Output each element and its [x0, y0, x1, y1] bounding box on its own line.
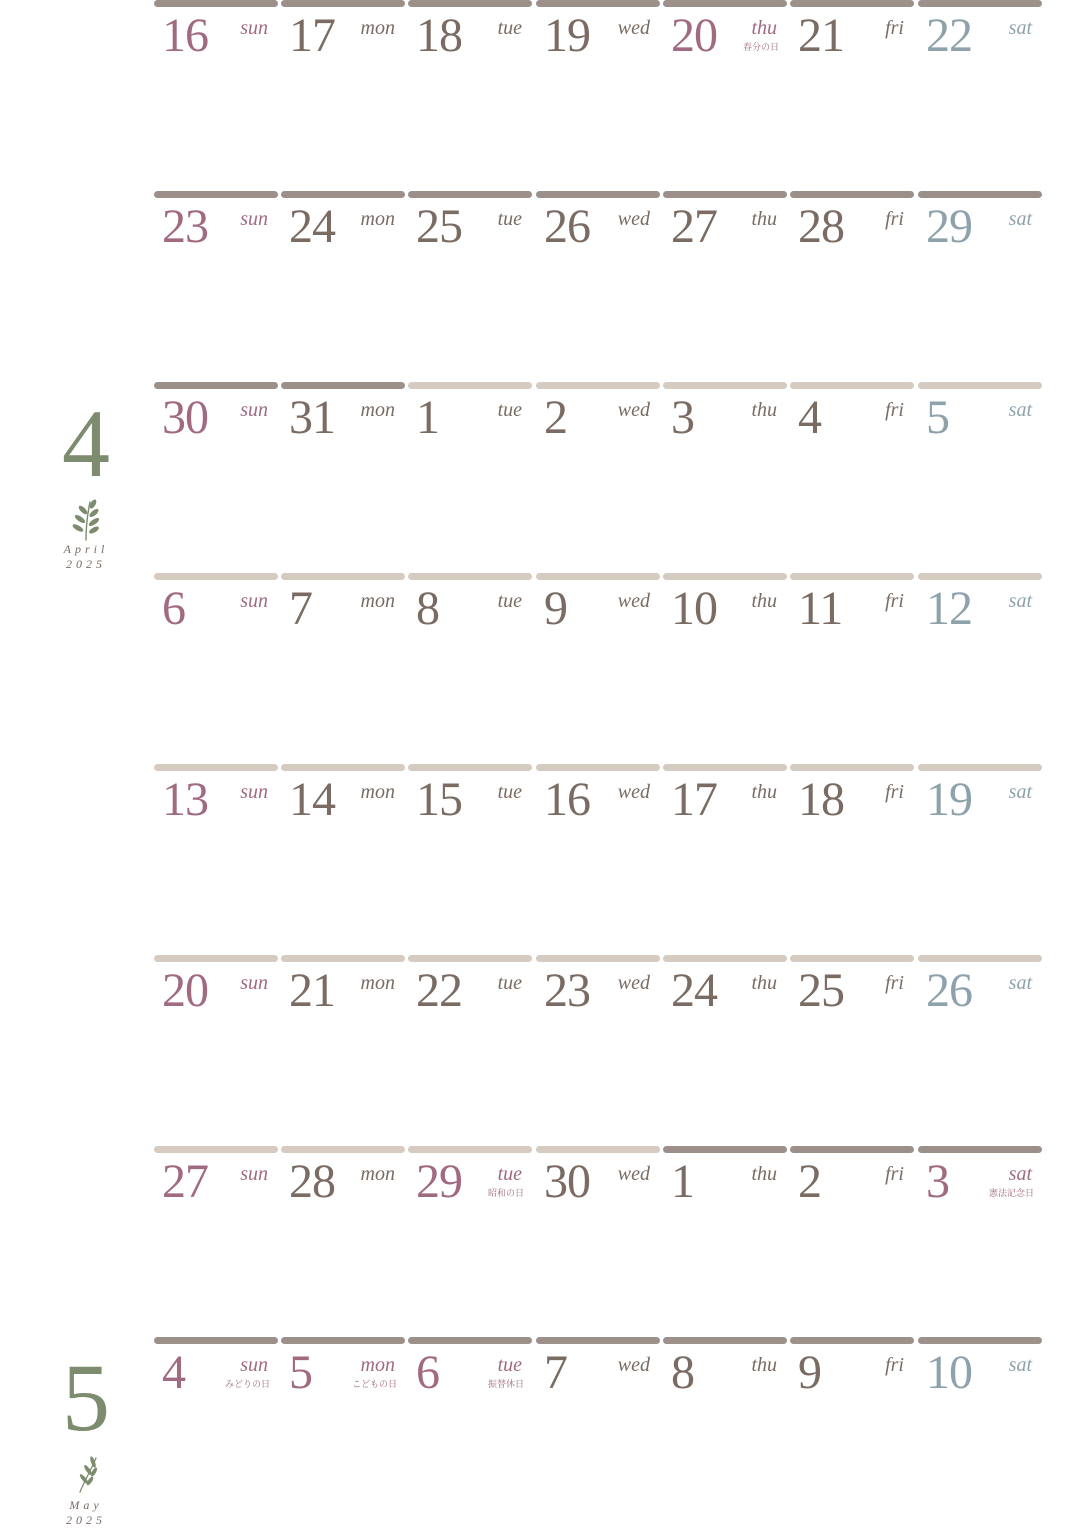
day-number: 6: [416, 1346, 439, 1399]
day-cell-wed: [536, 382, 660, 482]
day-cell-tue: [408, 764, 532, 864]
day-bar: [154, 382, 278, 389]
weekday-label: thu: [751, 399, 777, 421]
day-cell-tue: [408, 955, 532, 1055]
month-year: 2025: [66, 557, 106, 571]
day-number: 27: [671, 200, 717, 253]
weekday-label: wed: [617, 1163, 650, 1185]
day-bar: [154, 955, 278, 962]
weekday-label: sun: [240, 208, 268, 230]
day-cell-mon: [281, 573, 405, 673]
day-number: 7: [289, 582, 312, 635]
weekday-label: tue: [497, 781, 522, 803]
day-number: 3: [671, 391, 694, 444]
day-cell-wed: [536, 191, 660, 291]
day-number: 20: [671, 9, 717, 62]
day-bar: [536, 0, 660, 7]
day-bar: [536, 573, 660, 580]
weekday-label: fri: [885, 17, 904, 39]
holiday-name: 憲法記念日: [988, 1189, 1034, 1199]
week-row: [154, 764, 1044, 864]
holiday-name: みどりの日: [224, 1380, 270, 1390]
weekday-label: mon: [360, 972, 395, 994]
day-number: 25: [798, 964, 844, 1017]
day-number: 4: [798, 391, 821, 444]
day-bar: [408, 0, 532, 7]
day-number: 19: [544, 9, 590, 62]
day-cell-sat: [918, 1337, 1042, 1437]
day-bar: [918, 0, 1042, 7]
weekday-label: sun: [240, 972, 268, 994]
week-row: [154, 955, 1044, 1055]
weekday-label: fri: [885, 972, 904, 994]
day-number: 10: [671, 582, 717, 635]
weekday-label: mon: [360, 208, 395, 230]
day-cell-sun: [154, 0, 278, 100]
day-bar: [408, 1146, 532, 1153]
day-number: 9: [544, 582, 567, 635]
day-bar: [281, 1146, 405, 1153]
day-cell-sat: [918, 0, 1042, 100]
holiday-name: 昭和の日: [487, 1189, 524, 1199]
weekday-label: sat: [1008, 1163, 1032, 1185]
day-cell-sun: [154, 382, 278, 482]
day-bar: [918, 955, 1042, 962]
day-cell-sat: [918, 955, 1042, 1055]
day-cell-mon: [281, 1146, 405, 1246]
weekday-label: fri: [885, 399, 904, 421]
weekday-label: wed: [617, 972, 650, 994]
day-bar: [790, 0, 914, 7]
day-cell-fri: [790, 382, 914, 482]
month-number: 5: [62, 1344, 110, 1451]
day-number: 22: [926, 9, 972, 62]
weekday-label: mon: [360, 399, 395, 421]
day-bar: [790, 382, 914, 389]
day-cell-sat: [918, 764, 1042, 864]
day-bar: [408, 573, 532, 580]
day-cell-thu: [663, 0, 787, 100]
holiday-name: 振替休日: [487, 1380, 524, 1390]
day-cell-thu: [663, 382, 787, 482]
day-number: 29: [416, 1155, 462, 1208]
day-number: 16: [544, 773, 590, 826]
day-bar: [408, 1337, 532, 1344]
week-row: [154, 0, 1044, 100]
day-number: 12: [926, 582, 972, 635]
day-number: 30: [544, 1155, 590, 1208]
weekday-label: wed: [617, 590, 650, 612]
day-bar: [663, 1146, 787, 1153]
weekday-label: thu: [751, 972, 777, 994]
month-year: 2025: [66, 1513, 106, 1527]
day-cell-tue: [408, 0, 532, 100]
day-number: 20: [162, 964, 208, 1017]
day-bar: [918, 1146, 1042, 1153]
holiday-name: こどもの日: [351, 1380, 397, 1390]
day-number: 2: [544, 391, 567, 444]
weekday-label: tue: [497, 208, 522, 230]
day-bar: [663, 0, 787, 7]
day-number: 6: [162, 582, 185, 635]
day-number: 3: [926, 1155, 949, 1208]
day-number: 11: [798, 582, 843, 635]
weekday-label: wed: [617, 781, 650, 803]
day-bar: [408, 764, 532, 771]
day-cell-tue: [408, 1146, 532, 1246]
day-number: 2: [798, 1155, 821, 1208]
day-number: 17: [671, 773, 717, 826]
day-number: 18: [416, 9, 462, 62]
weekday-label: fri: [885, 1354, 904, 1376]
day-bar: [663, 573, 787, 580]
day-number: 8: [671, 1346, 694, 1399]
day-cell-sat: [918, 191, 1042, 291]
day-bar: [918, 573, 1042, 580]
weekday-label: thu: [751, 17, 777, 39]
weekday-label: wed: [617, 208, 650, 230]
day-bar: [536, 191, 660, 198]
weekday-label: tue: [497, 972, 522, 994]
weekday-label: fri: [885, 781, 904, 803]
day-cell-thu: [663, 764, 787, 864]
day-number: 15: [416, 773, 462, 826]
weekday-label: mon: [360, 1163, 395, 1185]
day-cell-sun: [154, 955, 278, 1055]
weekday-label: sun: [240, 1354, 268, 1376]
month-name: April: [63, 542, 109, 556]
weekday-label: wed: [617, 399, 650, 421]
day-number: 10: [926, 1346, 972, 1399]
day-bar: [154, 1146, 278, 1153]
day-cell-mon: [281, 955, 405, 1055]
day-cell-fri: [790, 1146, 914, 1246]
day-bar: [154, 764, 278, 771]
day-number: 30: [162, 391, 208, 444]
day-number: 28: [289, 1155, 335, 1208]
week-row: [154, 573, 1044, 673]
day-bar: [154, 0, 278, 7]
week-row: [154, 191, 1044, 291]
day-bar: [281, 955, 405, 962]
day-number: 7: [544, 1346, 567, 1399]
day-cell-tue: [408, 191, 532, 291]
day-bar: [663, 764, 787, 771]
weekday-label: sun: [240, 17, 268, 39]
day-bar: [408, 191, 532, 198]
day-cell-fri: [790, 1337, 914, 1437]
weekday-label: tue: [497, 1163, 522, 1185]
day-bar: [790, 764, 914, 771]
weekday-label: sat: [1008, 17, 1032, 39]
day-number: 17: [289, 9, 335, 62]
weekday-label: sun: [240, 590, 268, 612]
day-number: 21: [798, 9, 844, 62]
weekday-label: thu: [751, 1163, 777, 1185]
day-bar: [281, 191, 405, 198]
day-bar: [281, 0, 405, 7]
day-number: 1: [416, 391, 439, 444]
weekday-label: mon: [360, 1354, 395, 1376]
day-bar: [154, 191, 278, 198]
day-bar: [281, 573, 405, 580]
day-number: 24: [289, 200, 335, 253]
weekday-label: mon: [360, 590, 395, 612]
weekday-label: sat: [1008, 972, 1032, 994]
day-bar: [536, 382, 660, 389]
week-row: [154, 382, 1044, 482]
weekday-label: tue: [497, 1354, 522, 1376]
day-bar: [408, 382, 532, 389]
day-bar: [281, 382, 405, 389]
weekday-label: sat: [1008, 208, 1032, 230]
day-cell-wed: [536, 0, 660, 100]
day-cell-tue: [408, 382, 532, 482]
day-cell-mon: [281, 382, 405, 482]
month-name: May: [69, 1498, 103, 1512]
day-number: 14: [289, 773, 335, 826]
day-cell-wed: [536, 1146, 660, 1246]
day-cell-wed: [536, 764, 660, 864]
day-cell-sun: [154, 1337, 278, 1437]
day-number: 28: [798, 200, 844, 253]
month-label-may: [46, 1344, 126, 1528]
weekday-label: mon: [360, 17, 395, 39]
weekday-label: fri: [885, 1163, 904, 1185]
weekday-label: sun: [240, 1163, 268, 1185]
day-cell-wed: [536, 573, 660, 673]
weekday-label: wed: [617, 17, 650, 39]
day-number: 27: [162, 1155, 208, 1208]
day-cell-sun: [154, 1146, 278, 1246]
weekday-label: thu: [751, 590, 777, 612]
week-row: [154, 1146, 1044, 1246]
holiday-name: 春分の日: [742, 43, 779, 53]
day-cell-mon: [281, 1337, 405, 1437]
day-bar: [918, 764, 1042, 771]
weekday-label: fri: [885, 208, 904, 230]
day-cell-mon: [281, 191, 405, 291]
day-cell-thu: [663, 955, 787, 1055]
day-number: 31: [289, 391, 335, 444]
day-cell-tue: [408, 573, 532, 673]
day-bar: [536, 764, 660, 771]
day-cell-wed: [536, 1337, 660, 1437]
day-bar: [663, 382, 787, 389]
weekday-label: thu: [751, 208, 777, 230]
leaf-sprig-icon: [66, 498, 106, 542]
day-number: 22: [416, 964, 462, 1017]
leaf-branch-icon: [66, 1452, 106, 1496]
weekday-label: thu: [751, 781, 777, 803]
day-cell-thu: [663, 573, 787, 673]
day-cell-sat: [918, 382, 1042, 482]
weekday-label: sat: [1008, 399, 1032, 421]
day-cell-fri: [790, 764, 914, 864]
day-number: 9: [798, 1346, 821, 1399]
month-number: 4: [62, 390, 110, 497]
day-number: 19: [926, 773, 972, 826]
day-cell-wed: [536, 955, 660, 1055]
day-bar: [918, 1337, 1042, 1344]
day-cell-mon: [281, 764, 405, 864]
day-bar: [790, 955, 914, 962]
day-number: 8: [416, 582, 439, 635]
day-bar: [536, 1337, 660, 1344]
day-cell-thu: [663, 1337, 787, 1437]
day-bar: [790, 1337, 914, 1344]
week-row: [154, 1337, 1044, 1437]
day-cell-tue: [408, 1337, 532, 1437]
day-number: 1: [671, 1155, 694, 1208]
day-number: 23: [544, 964, 590, 1017]
day-cell-sun: [154, 764, 278, 864]
day-bar: [790, 573, 914, 580]
weekday-label: tue: [497, 17, 522, 39]
day-number: 25: [416, 200, 462, 253]
day-bar: [663, 955, 787, 962]
day-number: 29: [926, 200, 972, 253]
day-number: 16: [162, 9, 208, 62]
day-cell-fri: [790, 191, 914, 291]
day-cell-sun: [154, 191, 278, 291]
day-cell-fri: [790, 0, 914, 100]
day-number: 26: [926, 964, 972, 1017]
weekday-label: tue: [497, 590, 522, 612]
day-bar: [281, 1337, 405, 1344]
day-cell-sun: [154, 573, 278, 673]
day-bar: [918, 382, 1042, 389]
weekday-label: sun: [240, 399, 268, 421]
day-bar: [154, 1337, 278, 1344]
weekday-label: sun: [240, 781, 268, 803]
day-number: 4: [162, 1346, 185, 1399]
weekday-label: sat: [1008, 590, 1032, 612]
day-bar: [281, 764, 405, 771]
day-number: 5: [926, 391, 949, 444]
weekday-label: mon: [360, 781, 395, 803]
day-bar: [918, 191, 1042, 198]
day-bar: [663, 191, 787, 198]
day-bar: [790, 1146, 914, 1153]
day-bar: [536, 1146, 660, 1153]
day-number: 5: [289, 1346, 312, 1399]
weekday-label: wed: [617, 1354, 650, 1376]
day-cell-sat: [918, 573, 1042, 673]
day-bar: [154, 573, 278, 580]
weekday-label: thu: [751, 1354, 777, 1376]
month-label-april: [46, 390, 126, 572]
day-cell-sat: [918, 1146, 1042, 1246]
day-cell-fri: [790, 955, 914, 1055]
day-bar: [790, 191, 914, 198]
day-number: 23: [162, 200, 208, 253]
day-cell-fri: [790, 573, 914, 673]
day-number: 13: [162, 773, 208, 826]
weekday-label: fri: [885, 590, 904, 612]
weekday-label: sat: [1008, 1354, 1032, 1376]
day-cell-thu: [663, 1146, 787, 1246]
day-number: 26: [544, 200, 590, 253]
day-number: 24: [671, 964, 717, 1017]
weekday-label: sat: [1008, 781, 1032, 803]
day-number: 18: [798, 773, 844, 826]
day-bar: [408, 955, 532, 962]
day-bar: [536, 955, 660, 962]
day-bar: [663, 1337, 787, 1344]
day-cell-thu: [663, 191, 787, 291]
day-number: 21: [289, 964, 335, 1017]
day-cell-mon: [281, 0, 405, 100]
weekday-label: tue: [497, 399, 522, 421]
